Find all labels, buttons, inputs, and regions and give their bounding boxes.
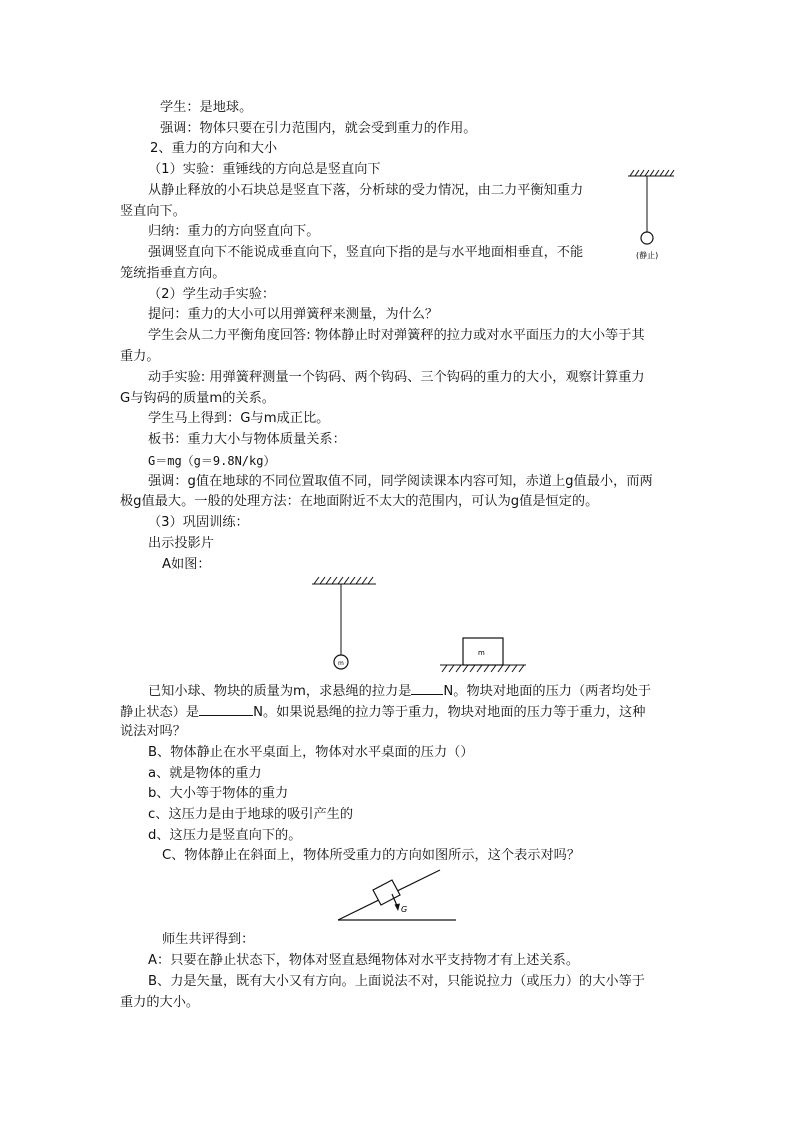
text-line: 竖直向下。: [120, 204, 186, 219]
text-line: B、力是矢量，既有大小又有方向。上面说法不对，只能说拉力（或压力）的大小等于: [148, 974, 645, 989]
text-line: 学生马上得到：G与m成正比。: [148, 411, 330, 426]
formula: G＝mg（g＝9.8N/kg）: [148, 454, 276, 468]
text-line: 重力。: [120, 349, 160, 364]
text-line: 板书：重力大小与物体质量关系：: [148, 432, 346, 447]
text-line: [148, 680, 651, 702]
subsection-heading: （3）巩固训练：: [148, 515, 249, 530]
text-line: A：只要在静止状态下，物体对竖直悬绳物体对水平支持物才有上述关系。: [148, 953, 580, 968]
text-line: 极g值最大。一般的处理方法：在地面附近不太大的范围内，可认为g值是恒定的。: [120, 494, 599, 509]
question-line: B、物体静止在水平桌面上，物体对水平桌面的压力（）: [148, 745, 474, 760]
text-segment: N。如果说悬绳的拉力等于重力，物块对地面的压力等于重力，这种: [253, 705, 646, 720]
ball-and-block-figure: [306, 574, 528, 674]
section-heading: 2、重力的方向和大小: [150, 141, 278, 156]
block-label: m: [478, 649, 485, 657]
floor-hatch: [440, 665, 526, 672]
question-line: C、物体静止在斜面上，物体所受重力的方向如图所示，这个表示对吗？: [162, 848, 581, 863]
text-line: 重力的大小。: [120, 995, 200, 1010]
text-line: G与钩码的质量m的关系。: [120, 391, 275, 406]
text-segment: 已知小球、物块的质量为m，求悬绳的拉力是: [148, 684, 412, 699]
gravity-label: G: [401, 905, 408, 914]
plumb-bob: [641, 232, 653, 244]
text-line: 归纳：重力的方向竖直向下。: [148, 224, 320, 239]
text-line: 强调竖直向下不能说成垂直向下，竖直向下指的是与水平地面相垂直，不能: [148, 245, 584, 260]
text-segment: N。物块对地面的压力（两者均处于: [443, 684, 652, 699]
text-line: 从静止释放的小石块总是竖直下落，分析球的受力情况，由二力平衡知重力: [148, 183, 584, 198]
text-segment: 静止状态）是: [120, 705, 200, 720]
ceiling-hatch: [312, 577, 376, 584]
text-line: 师生共评得到：: [162, 932, 255, 947]
gravity-arrowhead: [395, 904, 401, 912]
text-line: 动手实验: 用弹簧秤测量一个钩码、两个钩码、三个钩码的重力的大小，观察计算重力: [148, 370, 645, 385]
text-line: A如图：: [162, 557, 211, 572]
text-line: 笼统指垂直方向。: [120, 266, 226, 281]
text-line: [120, 701, 645, 723]
ball-label: m: [338, 660, 344, 667]
answer-blank: [411, 680, 443, 695]
option-line: b、大小等于物体的重力: [148, 786, 289, 801]
text-line: 学生：是地球。: [160, 100, 253, 115]
text-line: 说法对吗？: [120, 724, 186, 739]
answer-blank: [199, 701, 253, 716]
text-line: 学生会从二力平衡角度回答: 物体静止时对弹簧秤的拉力或对水平面压力的大小等于其: [148, 328, 645, 343]
option-line: c、这压力是由于地球的吸引产生的: [148, 807, 354, 822]
subsection-heading: （1）实验：重锤线的方向总是竖直向下: [148, 162, 381, 177]
plumb-line-figure: [620, 168, 680, 264]
option-line: a、就是物体的重力: [148, 766, 262, 781]
text-line: 提问：重力的大小可以用弹簧秤来测量，为什么？: [148, 307, 439, 322]
text-line: 强调：物体只要在引力范围内，就会受到重力的作用。: [160, 121, 477, 136]
text-line: 强调：g值在地球的不同位置取值不同，同学阅读课本内容可知，赤道上g值最小，而两: [148, 474, 653, 489]
incline-figure: [334, 864, 458, 924]
plumb-label: (静止): [636, 251, 659, 260]
subsection-heading: （2）学生动手实验：: [148, 287, 276, 302]
text-line: 出示投影片: [148, 536, 214, 551]
option-line: d、这压力是竖直向下的。: [148, 828, 302, 843]
ceiling-hatch: [628, 170, 674, 176]
